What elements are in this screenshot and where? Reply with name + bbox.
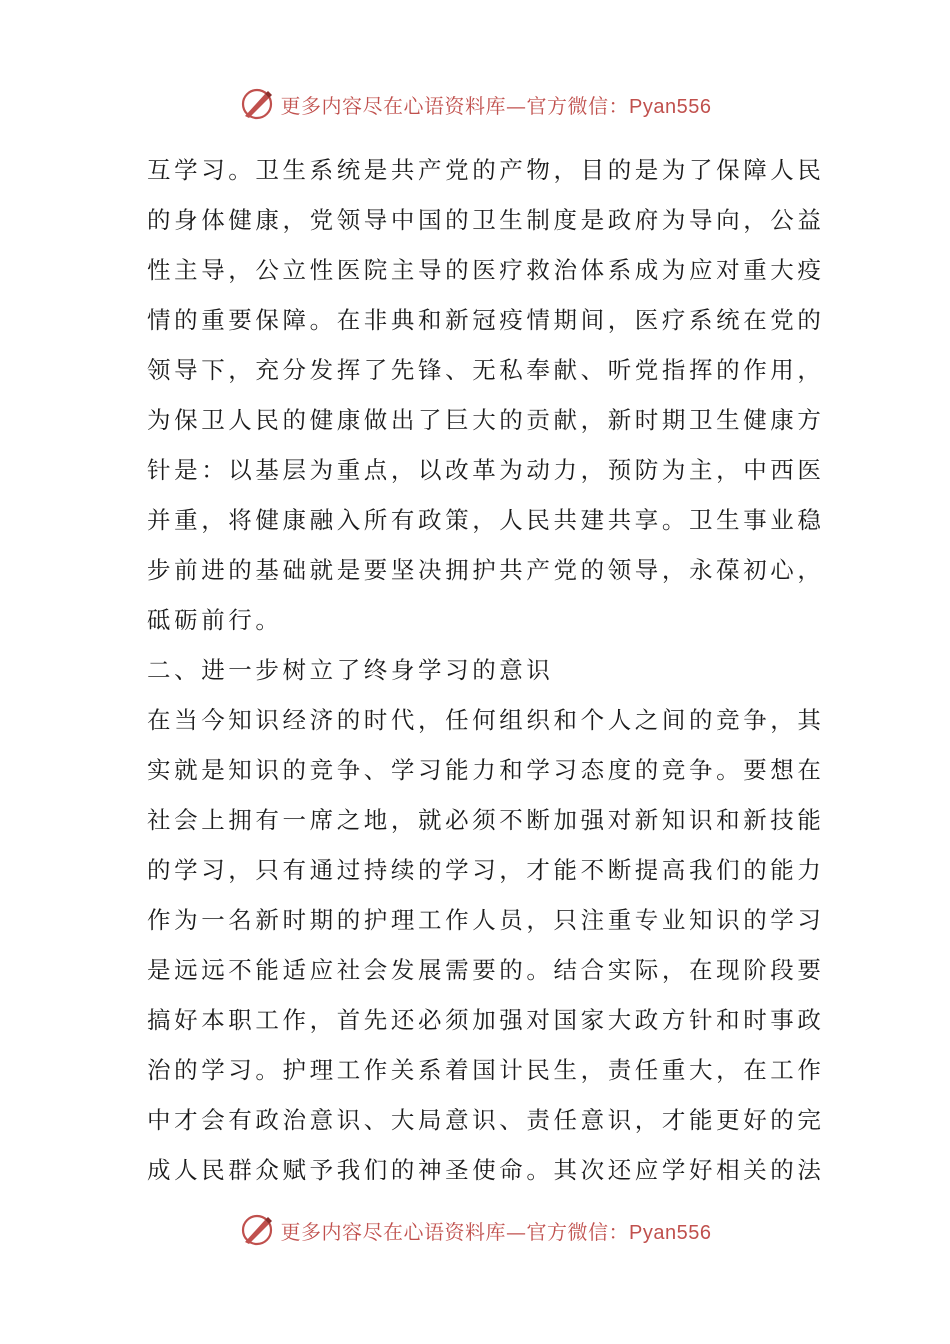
banner-text: 更多内容尽在心语资料库—官方微信：Pyan556 xyxy=(280,93,712,118)
text-line: 为保卫人民的健康做出了巨大的贡献，新时期卫生健康方 xyxy=(147,406,825,434)
text-line: 在当今知识经济的时代，任何组织和个人之间的竞争，其 xyxy=(147,706,825,734)
wechat-id: Pyan556 xyxy=(629,1221,712,1244)
text-line: 的身体健康，党领导中国的卫生制度是政府为导向，公益 xyxy=(147,206,825,234)
text-line: 成人民群众赋予我们的神圣使命。其次还应学好相关的法 xyxy=(147,1156,825,1184)
section-heading: 二、进一步树立了终身学习的意识 xyxy=(147,656,554,684)
text-line: 搞好本职工作，首先还必须加强对国家大政方针和时事政 xyxy=(147,1006,825,1034)
text-line: 治的学习。护理工作关系着国计民生，责任重大，在工作 xyxy=(147,1056,825,1084)
text-line: 领导下，充分发挥了先锋、无私奉献、听党指挥的作用， xyxy=(147,356,825,384)
wechat-id: Pyan556 xyxy=(629,95,712,118)
text-line: 砥砺前行。 xyxy=(147,606,283,634)
text-line: 性主导，公立性医院主导的医疗救治体系成为应对重大疫 xyxy=(147,256,825,284)
header-banner xyxy=(0,84,950,124)
text-line: 并重，将健康融入所有政策，人民共建共享。卫生事业稳 xyxy=(147,506,825,534)
text-line: 作为一名新时期的护理工作人员，只注重专业知识的学习 xyxy=(147,906,825,934)
text-line: 步前进的基础就是要坚决拥护共产党的领导，永葆初心， xyxy=(147,556,825,584)
document-body xyxy=(147,145,825,1195)
banner-text: 更多内容尽在心语资料库—官方微信：Pyan556 xyxy=(280,1219,712,1244)
text-line: 针是：以基层为重点，以改革为动力，预防为主，中西医 xyxy=(147,456,825,484)
text-line: 的学习，只有通过持续的学习，才能不断提高我们的能力 xyxy=(147,856,825,884)
text-line: 社会上拥有一席之地，就必须不断加强对新知识和新技能 xyxy=(147,806,825,834)
pen-logo-icon xyxy=(239,1212,275,1248)
footer-banner xyxy=(0,1210,950,1250)
text-line: 实就是知识的竞争、学习能力和学习态度的竞争。要想在 xyxy=(147,756,825,784)
text-line: 是远远不能适应社会发展需要的。结合实际，在现阶段要 xyxy=(147,956,825,984)
text-line: 互学习。卫生系统是共产党的产物，目的是为了保障人民 xyxy=(147,156,825,184)
text-line: 情的重要保障。在非典和新冠疫情期间，医疗系统在党的 xyxy=(147,306,825,334)
pen-logo-icon xyxy=(239,86,275,122)
text-line: 中才会有政治意识、大局意识、责任意识，才能更好的完 xyxy=(147,1106,825,1134)
